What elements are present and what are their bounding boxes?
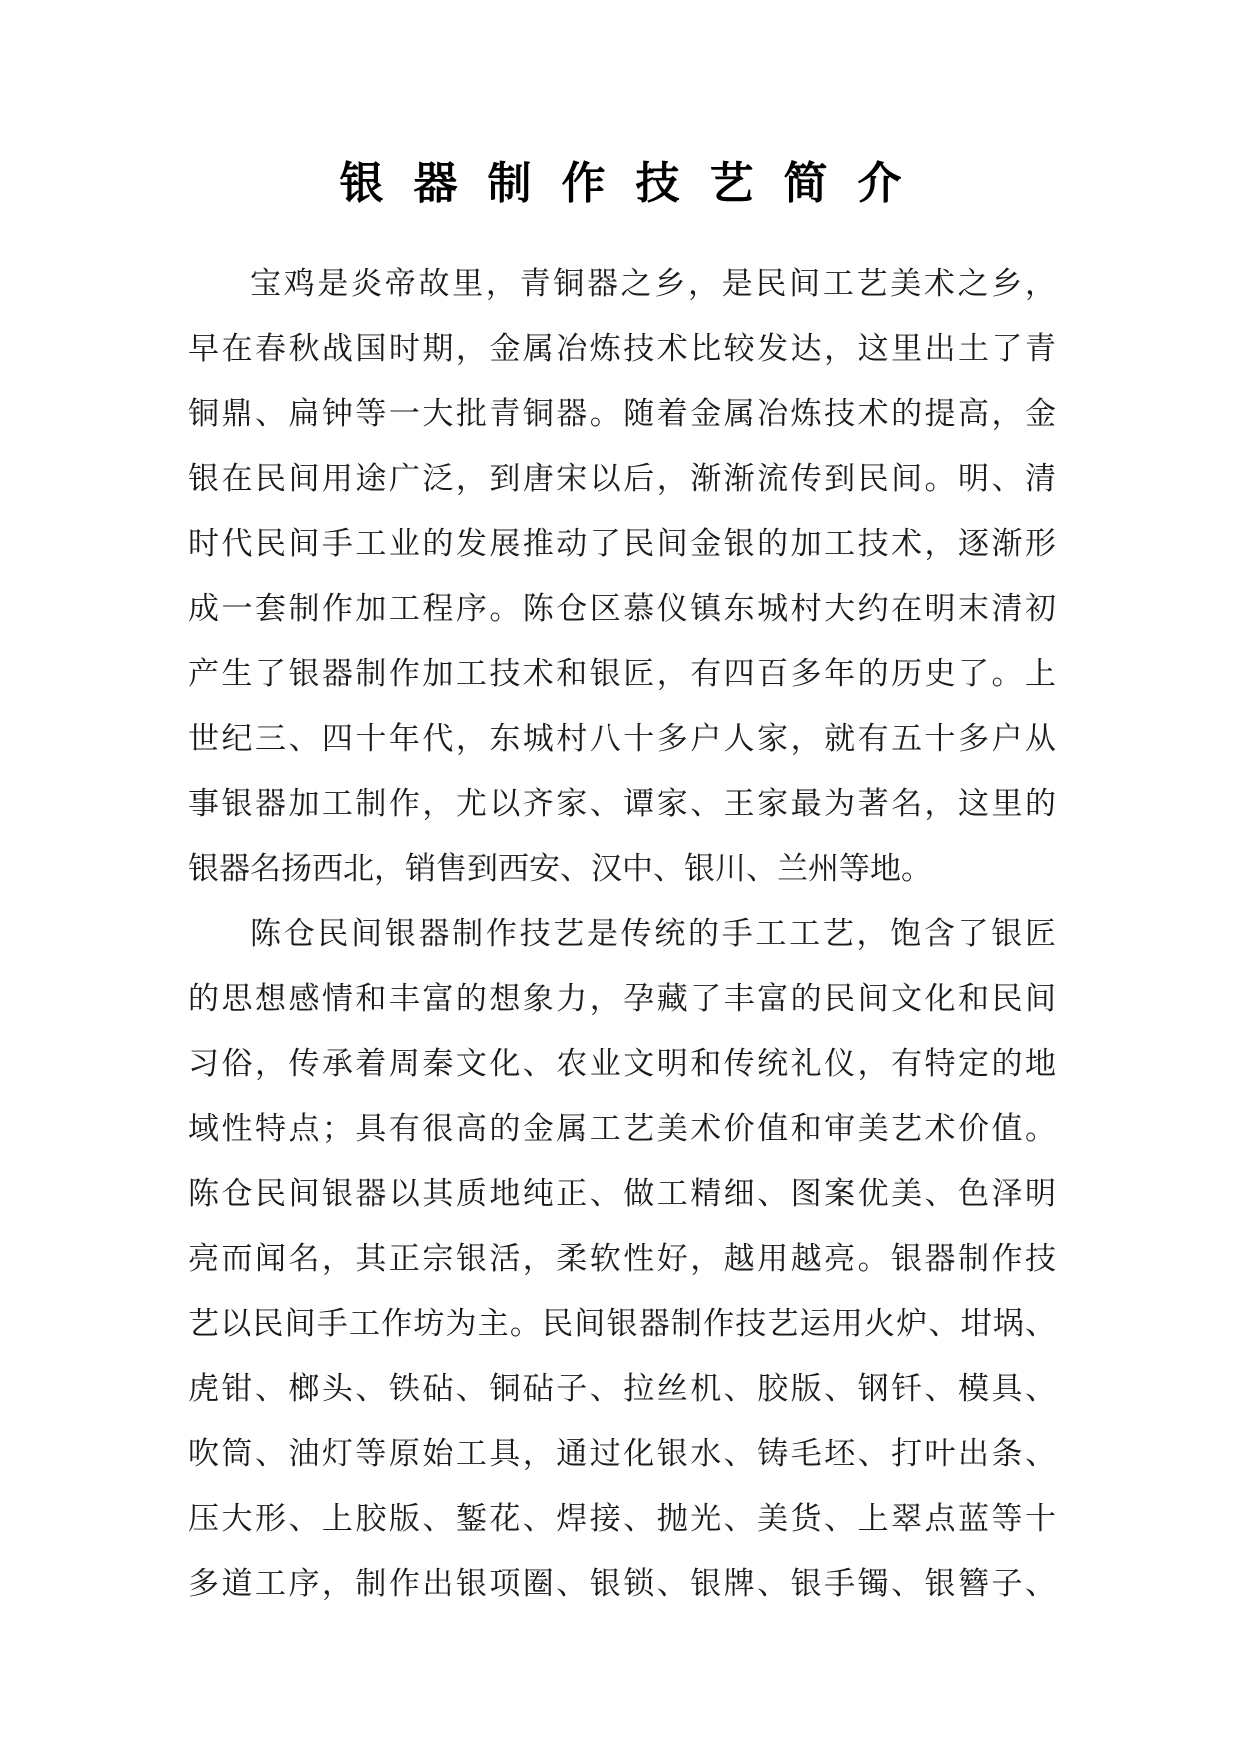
- paragraph-1-line-6: 成一套制作加工程序。陈仓区慕仪镇东城村大约在明末清初: [188, 591, 1056, 627]
- paragraph-1-line-3: 铜鼎、扁钟等一大批青铜器。随着金属冶炼技术的提高，金: [188, 396, 1056, 432]
- paragraph-1-line-7: 产生了银器制作加工技术和银匠，有四百多年的历史了。上: [188, 656, 1056, 692]
- paragraph-2-line-2: 的思想感情和丰富的想象力，孕藏了丰富的民间文化和民间: [188, 981, 1056, 1017]
- paragraph-1-line-4: 银在民间用途广泛，到唐宋以后，渐渐流传到民间。明、清: [188, 461, 1056, 497]
- paragraph-2-line-10: 压大形、上胶版、錾花、焊接、抛光、美货、上翠点蓝等十: [188, 1501, 1056, 1537]
- paragraph-2-line-8: 虎钳、榔头、铁砧、铜砧子、拉丝机、胶版、钢钎、模具、: [188, 1371, 1056, 1407]
- paragraph-2-line-5: 陈仓民间银器以其质地纯正、做工精细、图案优美、色泽明: [188, 1176, 1056, 1212]
- paragraph-2-line-1: 陈仓民间银器制作技艺是传统的手工工艺，饱含了银匠: [250, 916, 1056, 952]
- paragraph-1-line-2: 早在春秋战国时期，金属冶炼技术比较发达，这里出土了青: [188, 331, 1056, 367]
- paragraph-2-line-9: 吹筒、油灯等原始工具，通过化银水、铸毛坯、打叶出条、: [188, 1436, 1056, 1472]
- document-body: [188, 252, 1056, 1617]
- paragraph-2-line-6: 亮而闻名，其正宗银活，柔软性好，越用越亮。银器制作技: [188, 1241, 1056, 1277]
- paragraph-1-line-8: 世纪三、四十年代，东城村八十多户人家，就有五十多户从: [188, 721, 1056, 757]
- paragraph-1-line-5: 时代民间手工业的发展推动了民间金银的加工技术，逐渐形: [188, 526, 1056, 562]
- paragraph-2-line-3: 习俗，传承着周秦文化、农业文明和传统礼仪，有特定的地: [188, 1046, 1056, 1082]
- document-title: 银器制作技艺简介: [339, 158, 932, 209]
- paragraph-2-line-4: 域性特点；具有很高的金属工艺美术价值和审美艺术价值。: [188, 1111, 1056, 1147]
- paragraph-1-line-1: 宝鸡是炎帝故里，青铜器之乡，是民间工艺美术之乡，: [250, 266, 1056, 302]
- paragraph-2-line-7: 艺以民间手工作坊为主。民间银器制作技艺运用火炉、坩埚、: [188, 1306, 1056, 1342]
- paragraph-1-line-9: 事银器加工制作，尤以齐家、谭家、王家最为著名，这里的: [188, 786, 1056, 822]
- paragraph-1-line-10: 银器名扬西北，销售到西安、汉中、银川、兰州等地。: [188, 851, 932, 887]
- paragraph-2-line-11: 多道工序，制作出银项圈、银锁、银牌、银手镯、银簪子、: [188, 1566, 1056, 1602]
